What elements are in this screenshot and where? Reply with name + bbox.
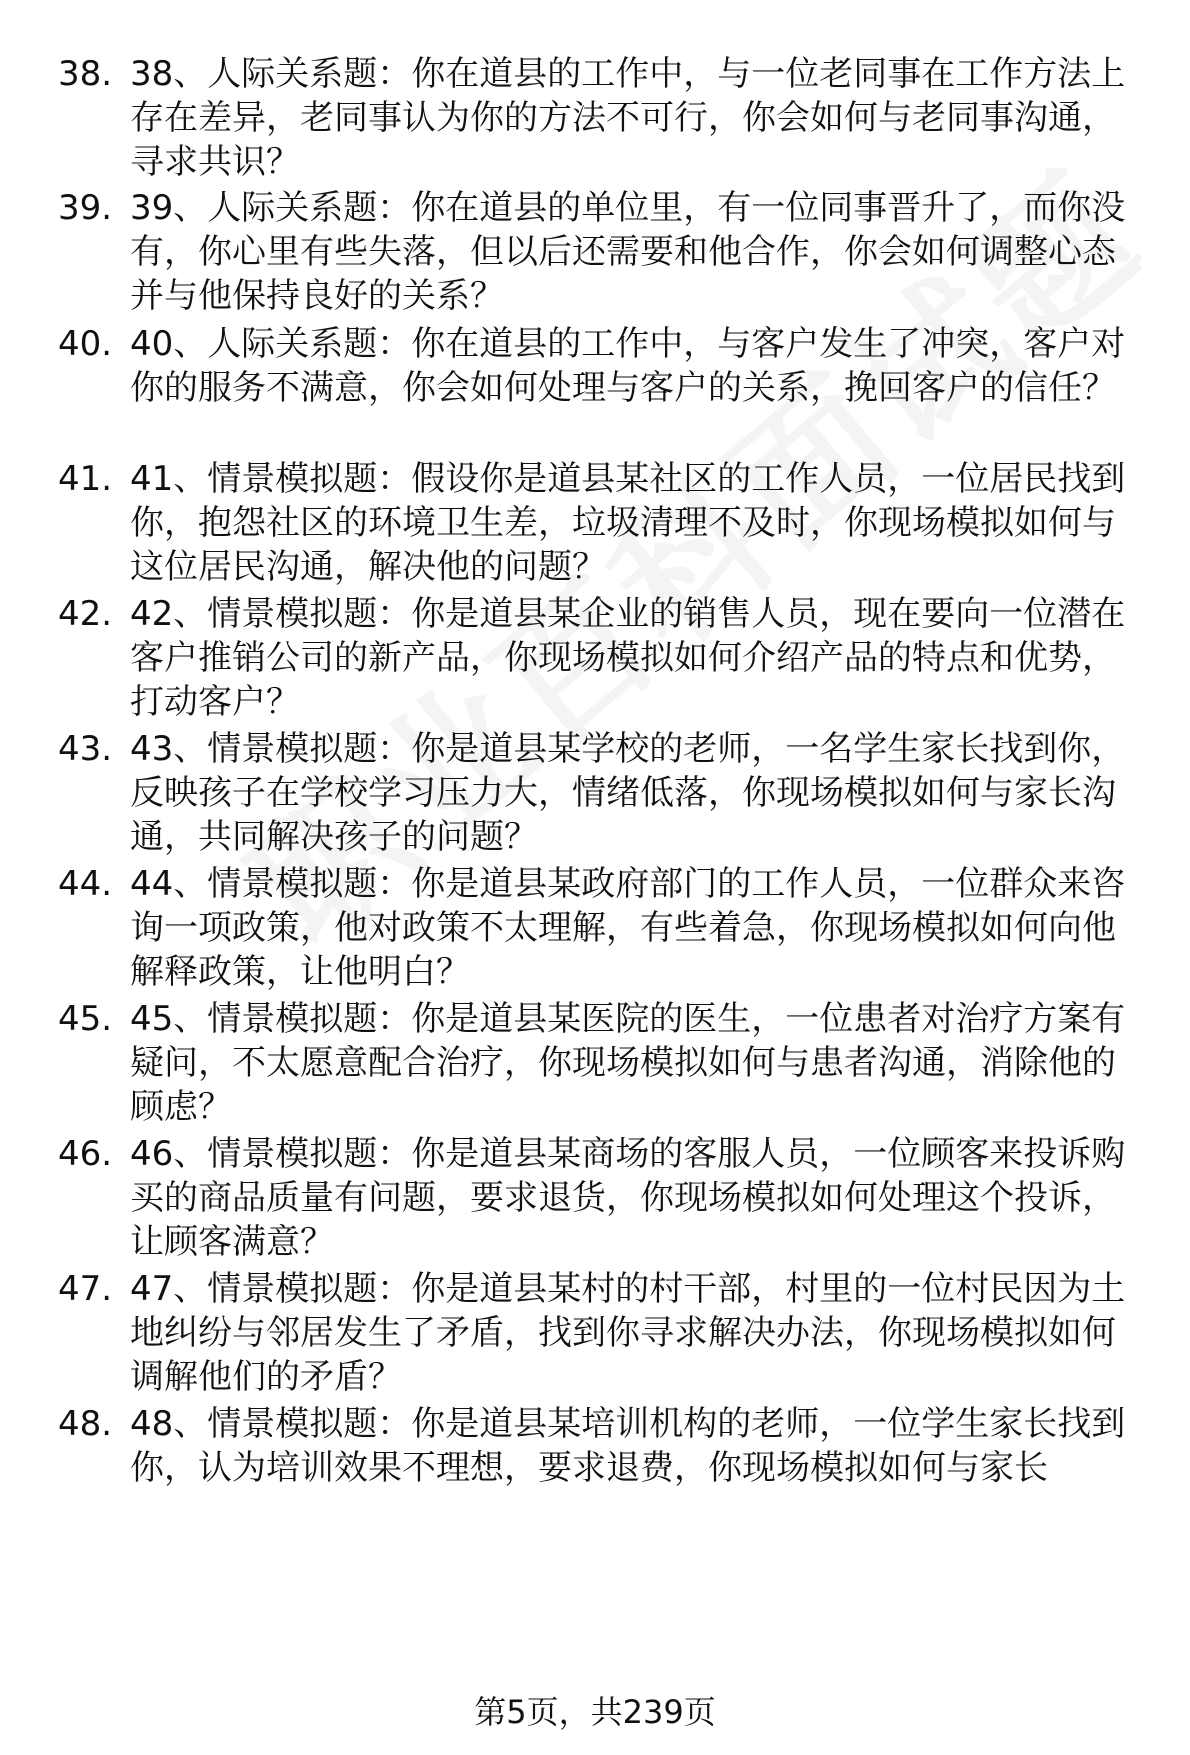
item-number: 47. (58, 1269, 113, 1309)
item-number: 38. (58, 54, 113, 94)
list-item (58, 457, 1148, 589)
item-text: 46、情景模拟题：你是道县某商场的客服人员，一位顾客来投诉购买的商品质量有问题，要求退货，你现场模拟如何处理这个投诉，让顾客满意？ (130, 1134, 1126, 1262)
item-number: 48. (58, 1404, 113, 1444)
item-number: 44. (58, 864, 113, 904)
item-text: 45、情景模拟题：你是道县某医院的医生，一位患者对治疗方案有疑问，不太愿意配合治疗，你现场模拟如何与患者沟通，消除他的顾虑？ (130, 999, 1126, 1127)
item-text: 47、情景模拟题：你是道县某村的村干部，村里的一位村民因为土地纠纷与邻居发生了矛盾，找到你寻求解决办法，你现场模拟如何调解他们的矛盾？ (130, 1269, 1126, 1397)
item-number: 42. (58, 594, 113, 634)
list-item (58, 592, 1148, 724)
list-item (58, 1267, 1148, 1399)
item-text: 43、情景模拟题：你是道县某学校的老师，一名学生家长找到你，反映孩子在学校学习压力大，情绪低落，你现场模拟如何与家长沟通，共同解决孩子的问题？ (130, 729, 1126, 857)
item-text: 44、情景模拟题：你是道县某政府部门的工作人员，一位群众来咨询一项政策，他对政策不太理解，有些着急，你现场模拟如何向他解释政策，让他明白？ (130, 864, 1126, 992)
item-number: 39. (58, 188, 113, 228)
item-text: 40、人际关系题：你在道县的工作中，与客户发生了冲突，客户对你的服务不满意，你会如何处理与客户的关系，挽回客户的信任？ (130, 324, 1126, 408)
item-number: 40. (58, 324, 113, 364)
item-number: 45. (58, 999, 113, 1039)
item-text: 48、情景模拟题：你是道县某培训机构的老师，一位学生家长找到你，认为培训效果不理想，要求退费，你现场模拟如何与家长 (130, 1404, 1126, 1488)
page-number-label: 第5页，共239页 (474, 1693, 716, 1731)
item-text: 42、情景模拟题：你是道县某企业的销售人员，现在要向一位潜在客户推销公司的新产品，你现场模拟如何介绍产品的特点和优势，打动客户？ (130, 594, 1126, 722)
page-footer (0, 1690, 1190, 1734)
item-text: 38、人际关系题：你在道县的工作中，与一位老同事在工作方法上存在差异，老同事认为你的方法不可行，你会如何与老同事沟通，寻求共识？ (130, 54, 1126, 182)
list-item (58, 727, 1148, 859)
item-number: 46. (58, 1134, 113, 1174)
item-number: 41. (58, 459, 113, 499)
list-item (58, 997, 1148, 1129)
list-item (58, 186, 1148, 318)
list-item (58, 1402, 1148, 1490)
list-item (58, 52, 1148, 184)
list-item (58, 1132, 1148, 1264)
item-number: 43. (58, 729, 113, 769)
list-item (58, 862, 1148, 994)
list-item (58, 322, 1148, 410)
item-text: 41、情景模拟题：假设你是道县某社区的工作人员，一位居民找到你，抱怨社区的环境卫生差，垃圾清理不及时，你现场模拟如何与这位居民沟通，解决他的问题？ (130, 459, 1126, 587)
item-text: 39、人际关系题：你在道县的单位里，有一位同事晋升了，而你没有，你心里有些失落，但以后还需要和他合作，你会如何调整心态并与他保持良好的关系？ (130, 188, 1126, 316)
